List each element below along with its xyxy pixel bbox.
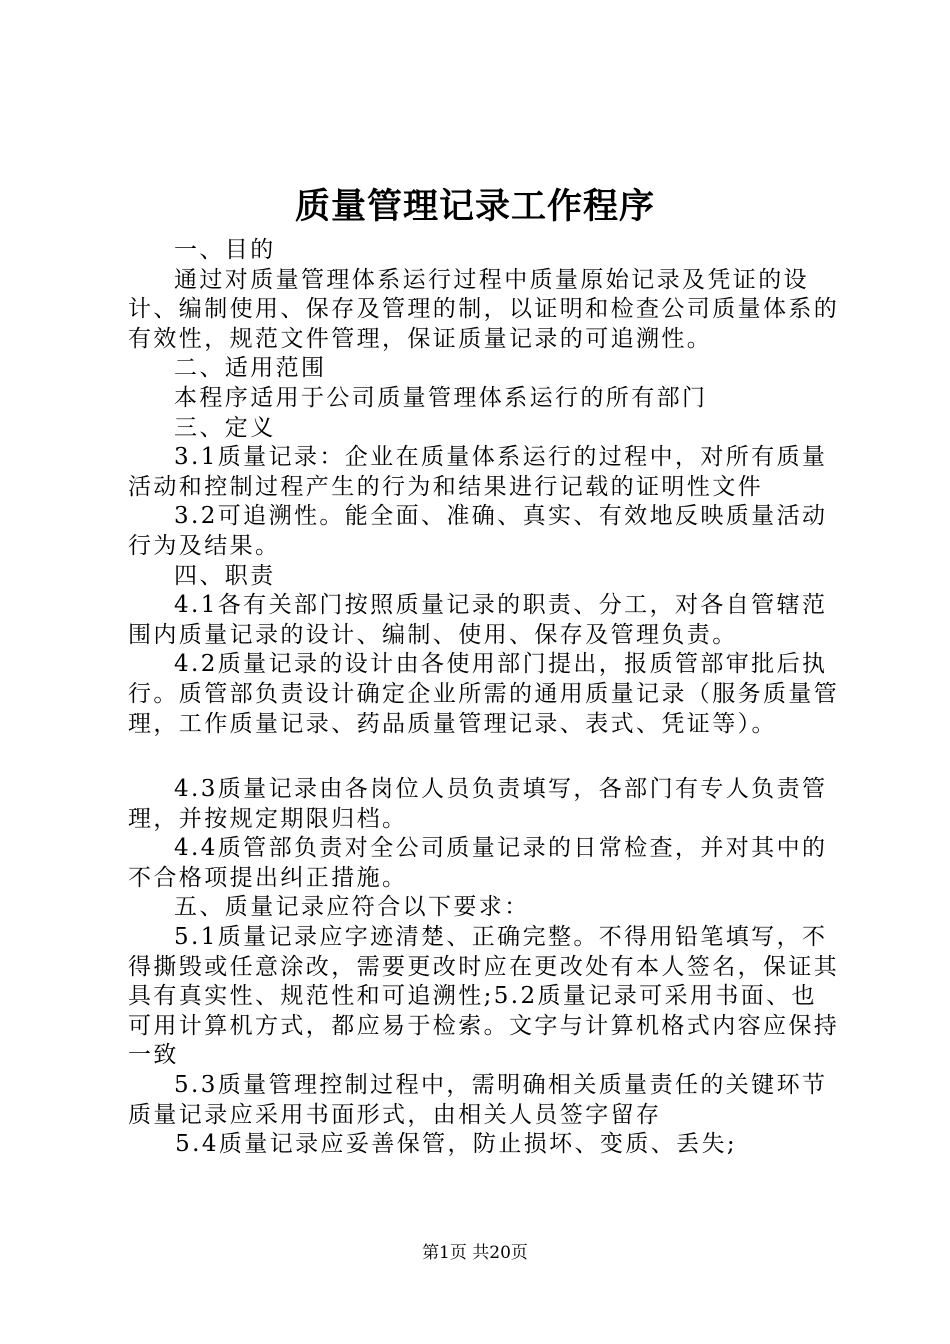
section-heading-responsibilities: 四、职责 [174, 562, 276, 589]
document-body [128, 236, 840, 1160]
page-number-footer: 第1页 共20页 [422, 1243, 528, 1263]
paragraph-scope: 本程序适用于公司质量管理体系运行的所有部门 [174, 384, 708, 411]
paragraph-definition-3-2: 3.2可追溯性。能全面、准确、真实、有效地反映质量活动行为及结果。 [128, 503, 828, 559]
section-heading-purpose: 一、目的 [174, 237, 276, 263]
paragraph-requirement-5-4: 5.4质量记录应妥善保管，防止损坏、变质、丢失; [175, 1131, 738, 1158]
paragraph-purpose: 通过对质量管理体系运行过程中质量原始记录及凭证的设计、编制使用、保存及管理的制，以证明和检查公司质量体系的有效性，规范文件管理，保证质量记录的可追溯性。 [128, 266, 840, 352]
paragraph-responsibility-4-1: 4.1各有关部门按照质量记录的职责、分工，对各自管辖范围内质量记录的设计、编制、使用、保存及管理负责。 [128, 592, 828, 648]
paragraph-requirement-5-3: 5.3质量管理控制过程中，需明确相关质量责任的关键环节质量记录应采用书面形式，由相关人员签字留存 [128, 1072, 828, 1128]
paragraph-requirement-5-1: 5.1质量记录应字迹清楚、正确完整。不得用铅笔填写，不得撕毁或任意涂改，需要更改时应在更改处有本人签名，保证其具有真实性、规范性和可追溯性;5.2质量记录可采用书面、也可用计算机方式，都应易于检索。文字与计算机格式内容应保持一致 [128, 924, 840, 1069]
section-heading-definitions: 三、定义 [174, 414, 276, 441]
section-heading-requirements: 五、质量记录应符合以下要求： [174, 894, 530, 921]
paragraph-definition-3-1: 3.1质量记录：企业在质量体系运行的过程中，对所有质量活动和控制过程产生的行为和结果进行记载的证明性文件 [128, 444, 828, 500]
paragraph-responsibility-4-4: 4.4质管部负责对全公司质量记录的日常检查，并对其中的不合格项提出纠正措施。 [128, 835, 828, 891]
section-heading-scope: 二、适用范围 [174, 355, 327, 382]
document-title: 质量管理记录工作程序 [294, 186, 655, 227]
paragraph-responsibility-4-3: 4.3质量记录由各岗位人员负责填写，各部门有专人负责管理，并按规定期限归档。 [128, 776, 828, 832]
paragraph-responsibility-4-2: 4.2质量记录的设计由各使用部门提出，报质管部审批后执行。质管部负责设计确定企业所需的通用质量记录（服务质量管理，工作质量记录、药品质量管理记录、表式、凭证等）。 [128, 651, 840, 737]
